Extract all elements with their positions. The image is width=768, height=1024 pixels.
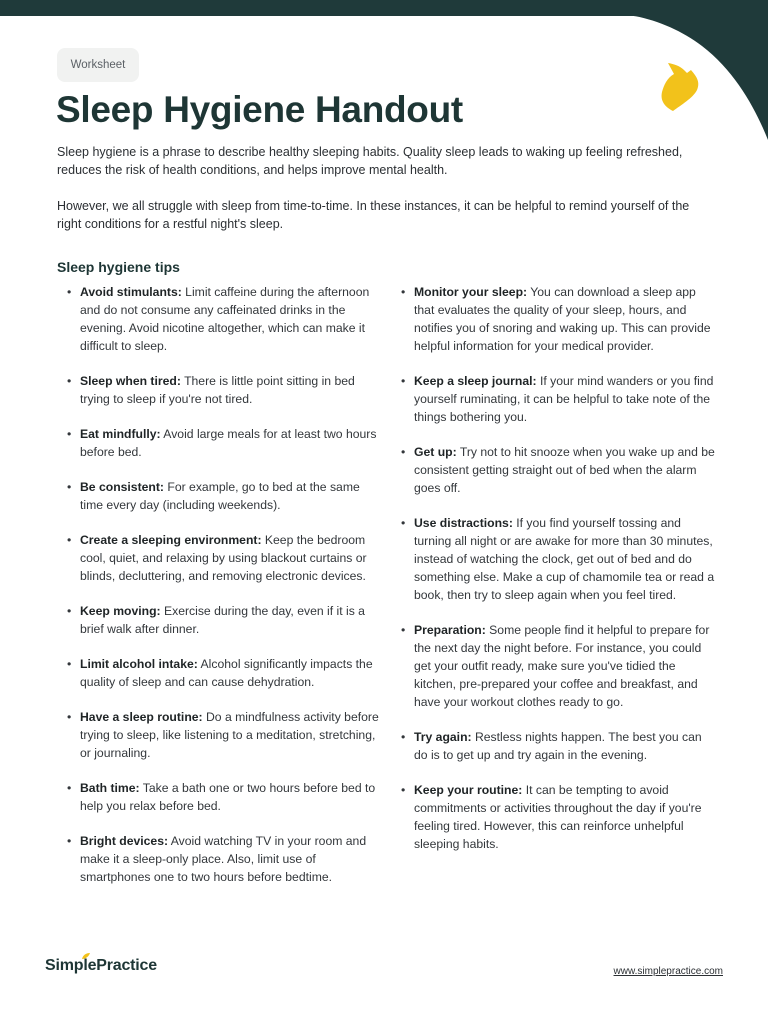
tip-item <box>66 708 384 762</box>
tip-text: Keep the bedroom cool, quiet, and relaxing by using blackout curtains or blinds, decluttering, and removing electronic devices. <box>80 533 367 583</box>
tip-text: Avoid large meals for at least two hours before bed. <box>80 427 377 459</box>
tips-list-right <box>400 283 715 870</box>
tip-label: Be consistent: <box>80 480 164 494</box>
tip-label: Get up: <box>414 445 457 459</box>
tip-item <box>400 283 715 355</box>
tip-label: Bath time: <box>80 781 140 795</box>
tip-text: Limit caffeine during the afternoon and do not consume any caffeinated drinks in the evening. Avoid nicotine altogether, which can make it difficult to sleep. <box>80 285 370 353</box>
tip-item <box>66 779 384 815</box>
tip-text: There is little point sitting in bed trying to sleep if you're not tired. <box>80 374 355 406</box>
worksheet-tag: Worksheet <box>57 48 139 82</box>
tip-item <box>400 621 715 711</box>
tip-label: Limit alcohol intake: <box>80 657 198 671</box>
tip-label: Keep moving: <box>80 604 161 618</box>
tip-label: Keep a sleep journal: <box>414 374 537 388</box>
tip-item <box>400 728 715 764</box>
tip-item <box>66 478 384 514</box>
tip-label: Sleep when tired: <box>80 374 181 388</box>
tip-item <box>66 283 384 355</box>
tip-item <box>400 443 715 497</box>
tip-text: Take a bath one or two hours before bed to help you relax before bed. <box>80 781 376 813</box>
tip-item <box>66 832 384 886</box>
tip-item <box>66 655 384 691</box>
tip-item <box>66 602 384 638</box>
tips-heading: Sleep hygiene tips <box>57 259 180 275</box>
tip-label: Create a sleeping environment: <box>80 533 262 547</box>
tip-item <box>400 781 715 853</box>
tip-item <box>66 425 384 461</box>
tip-text: It can be tempting to avoid commitments or activities throughout the day if you're feeling tired. However, this can reinforce unhelpful sleeping habits. <box>414 783 702 851</box>
tip-text: Some people find it helpful to prepare for the next day the night before. For instance, you could get your outfit ready, make sure you've tidied the kitchen, pre-prepared your coffee and breakfast, and have your workout clothes ready to go. <box>414 623 710 709</box>
tip-item <box>66 372 384 408</box>
tip-label: Monitor your sleep: <box>414 285 528 299</box>
tip-item <box>66 531 384 585</box>
tip-item <box>400 372 715 426</box>
tip-text: Try not to hit snooze when you wake up and be consistent getting straight out of bed when the alarm goes off. <box>414 445 715 495</box>
tip-item <box>400 514 715 604</box>
tip-text: Do a mindfulness activity before trying to sleep, like listening to a meditation, stretching, or journaling. <box>80 710 379 760</box>
website-link[interactable]: www.simplepractice.com <box>613 966 723 977</box>
tip-text: If you find yourself tossing and turning all night or are awake for more than 30 minutes, instead of watching the clock, get out of bed and do something else. Make a cup of chamomile tea or read a book, then try to sleep again when you feel tired. <box>414 516 715 602</box>
logo-accent-icon <box>81 952 91 960</box>
tip-label: Have a sleep routine: <box>80 710 203 724</box>
tip-text: Alcohol significantly impacts the quality of sleep and can cause dehydration. <box>80 657 373 689</box>
tip-text: Restless nights happen. The best you can do is to get up and try again in the evening. <box>414 730 702 762</box>
tip-label: Bright devices: <box>80 834 169 848</box>
simplepractice-logo: SimplePractice <box>45 957 157 974</box>
tip-label: Eat mindfully: <box>80 427 161 441</box>
tip-text: Avoid watching TV in your room and make it a sleep-only place. Also, limit use of smartphones one to two hours before bedtime. <box>80 834 367 884</box>
tip-label: Preparation: <box>414 623 486 637</box>
tip-label: Use distractions: <box>414 516 513 530</box>
page-title: Sleep Hygiene Handout <box>56 89 463 130</box>
tip-text: Exercise during the day, even if it is a brief walk after dinner. <box>80 604 365 636</box>
decorative-swoosh <box>618 0 768 140</box>
tip-text: You can download a sleep app that evaluates the quality of your sleep, hours, and notifies you of snoring and waking up. This can provide helpful information for your medical provider. <box>414 285 711 353</box>
tip-label: Try again: <box>414 730 472 744</box>
tip-text: If your mind wanders or you find yourself ruminating, it can be helpful to take note of the things bothering you. <box>414 374 714 424</box>
intro-paragraph-1: Sleep hygiene is a phrase to describe healthy sleeping habits. Quality sleep leads to waking up feeling refreshed, reduces the risk of health conditions, and helps improve mental health. <box>57 145 683 177</box>
tip-label: Keep your routine: <box>414 783 523 797</box>
tip-label: Avoid stimulants: <box>80 285 182 299</box>
tips-list-left <box>66 283 384 903</box>
tip-text: For example, go to bed at the same time every day (including weekends). <box>80 480 360 512</box>
intro-paragraph-2: However, we all struggle with sleep from time-to-time. In these instances, it can be helpful to remind yourself of the right conditions for a restful night's sleep. <box>57 199 690 231</box>
